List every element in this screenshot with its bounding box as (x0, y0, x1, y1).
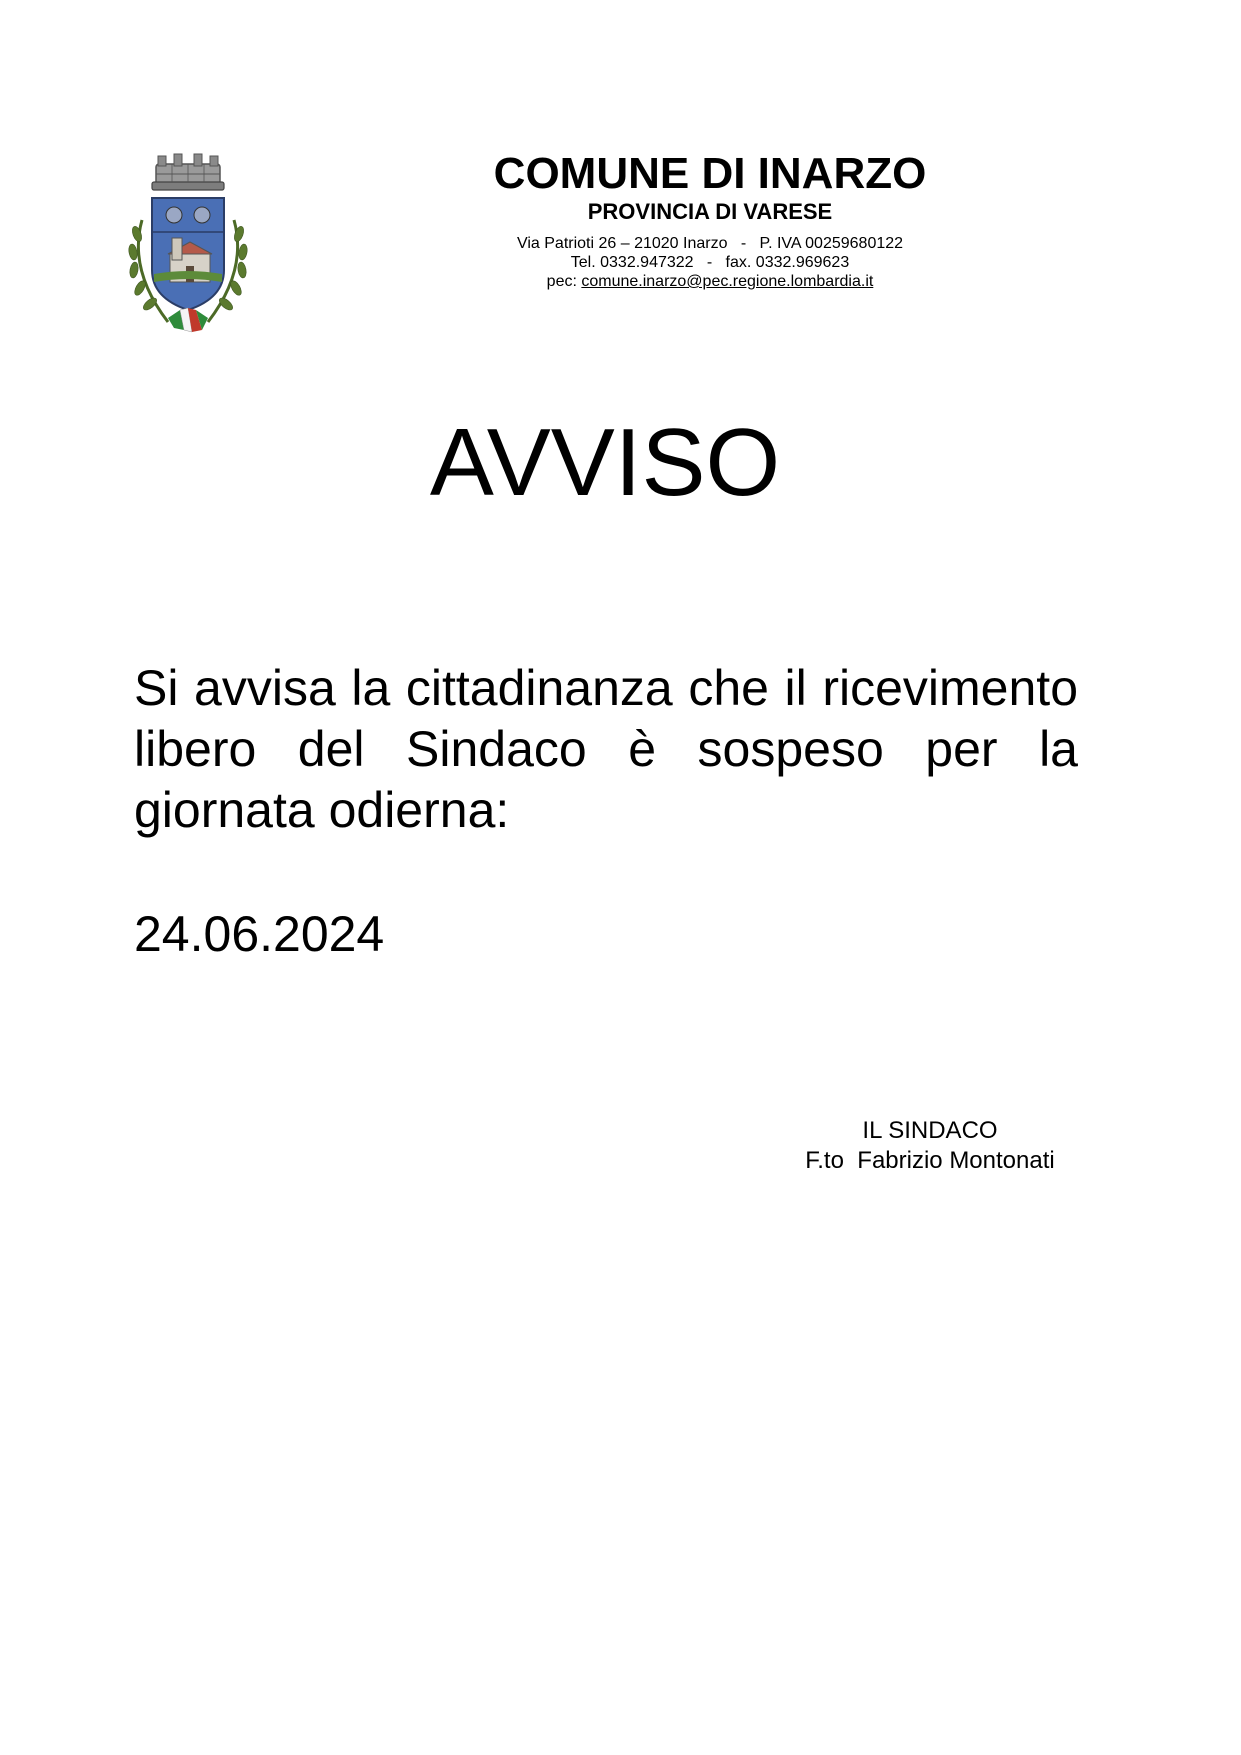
notice-heading: AVVISO (429, 409, 781, 516)
signature-block (780, 1116, 1080, 1176)
address-line: Via Patrioti 26 – 21020 Inarzo - P. IVA 00259680122 (516, 235, 904, 252)
coat-of-arms-icon (122, 150, 254, 334)
pec-email-link[interactable]: comune.inarzo@pec.regione.lombardia.it (581, 273, 874, 290)
province-name: PROVINCIA DI VARESE (587, 199, 833, 224)
phone-fax-line: Tel. 0332.947322 - fax. 0332.969623 (570, 254, 850, 271)
signature-name: F.to Fabrizio Montonati (805, 1147, 1055, 1174)
pec-label: pec: (546, 273, 582, 290)
crown-icon (152, 154, 224, 190)
notice-body: Si avvisa la cittadinanza che il ricevimento libero del Sindaco è sospeso per la giornata odierna: (134, 660, 1078, 838)
pec-line (440, 272, 980, 291)
municipality-header (440, 148, 980, 291)
signature-role: IL SINDACO (862, 1117, 998, 1144)
municipality-title: COMUNE DI INARZO (493, 149, 927, 198)
notice-date: 24.06.2024 (134, 906, 385, 962)
shield-icon (152, 198, 224, 310)
ribbon-icon (168, 308, 208, 332)
